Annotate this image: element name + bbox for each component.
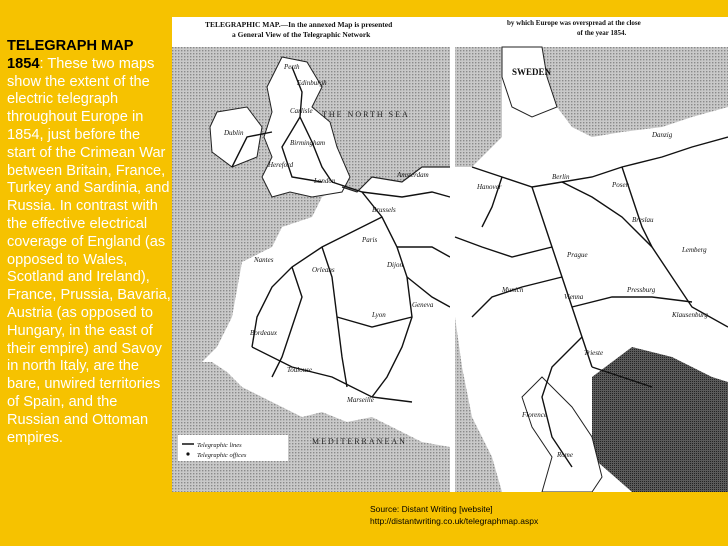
place-label: Munich [502,286,524,294]
sea-label-north: THE NORTH SEA [322,110,410,119]
place-label: Toulouse [287,366,313,374]
place-label: Geneva [412,301,434,309]
place-label: Trieste [584,349,604,357]
legend-lines: Telegraphic lines [197,442,242,449]
place-label: Edinburgh [297,79,327,87]
place-label: Berlin [552,173,570,181]
place-label: Hanover [477,183,502,191]
sea-label-south: MEDITERRANEAN [312,437,407,446]
place-label: Amsterdam [397,171,429,179]
place-label: Posen [612,181,630,189]
place-label: Perth [284,63,300,71]
place-label: Vienna [564,293,584,301]
place-label: Prague [567,251,588,259]
place-label: Marseille [347,396,374,404]
left-header-line1: TELEGRAPHIC MAP.—In the annexed Map is presented [205,20,393,29]
telegraph-map-image [172,17,728,492]
place-label: Paris [362,236,378,244]
left-header-line2: a General View of the Telegraphic Network [232,30,371,39]
caption [7,38,172,447]
source-text: Source: Distant Writing [website] [370,504,493,514]
place-label: Brussels [372,206,396,214]
place-label: Dublin [224,129,244,137]
place-label: Lyon [372,311,386,319]
place-label: Lemberg [682,246,707,254]
caption-title: TELEGRAPH MAP [7,38,134,54]
source-url[interactable]: http://distantwriting.co.uk/telegraphmap.aspx [370,516,539,526]
place-label: Nantes [254,256,274,264]
right-map [455,17,728,492]
place-label: Danzig [652,131,673,139]
place-label: Rome [557,451,573,459]
country-label: SWEDEN [512,67,552,77]
right-header-line1: by which Europe was overspread at the close [507,19,641,27]
place-label: Dijon [387,261,403,269]
right-header-line2: of the year 1854. [577,29,627,37]
caption-body: : These two maps show the extent of the electric telegraph throughout Europe in 1854, just before the start of the Crimean War between Britain, France, Turkey and Sardinia, and Russia. In contrast with the effective electrical coverage of England (as opposed to Wales, Scotland and Ireland), France, Prussia, Bavaria, Austria (as opposed to Hungary, in the east of their empire) and Savoy in north Italy, are the bare, unwired territories of Spain, and the Russian and Ottoman empires. [7,55,171,446]
place-label: Orleans [312,266,335,274]
place-label: Florence [522,411,548,419]
place-label: Birmingham [290,139,325,147]
left-map [172,17,450,492]
place-label: Carlisle [290,107,313,115]
legend-offices: Telegraphic offices [197,452,247,459]
place-label: Klausenburg [672,311,708,319]
place-label: Breslau [632,216,654,224]
place-label: Hereford [268,161,294,169]
caption-year: 1854 [7,55,40,72]
source-citation [370,503,538,527]
place-label: Bordeaux [250,329,277,337]
place-label: Pressburg [627,286,656,294]
place-label: London [314,177,336,185]
